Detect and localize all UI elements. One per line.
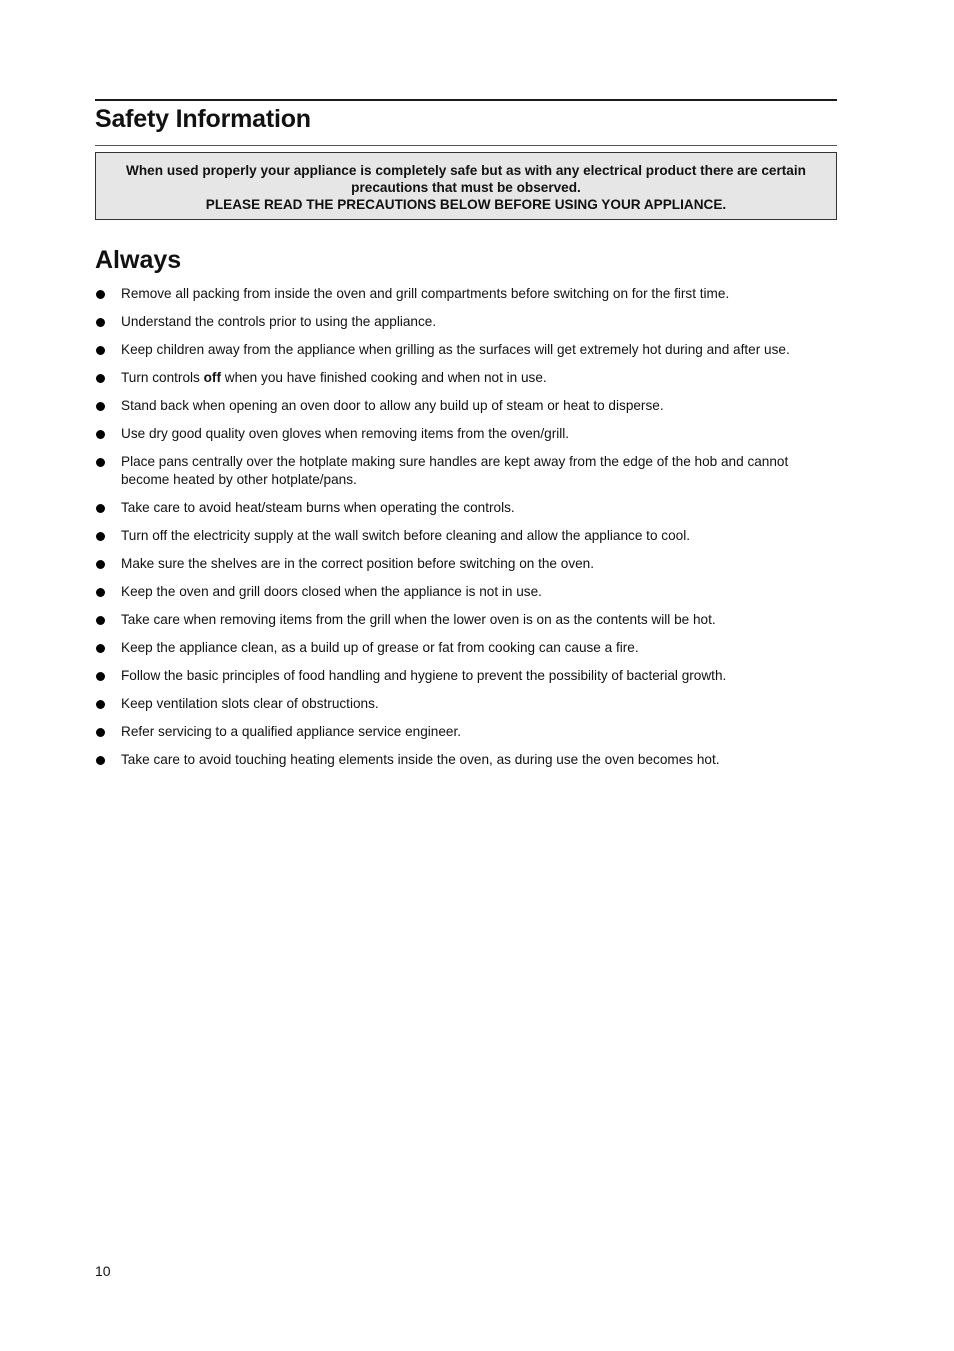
- page-number: 10: [95, 1263, 111, 1279]
- list-item-text: Follow the basic principles of food handling and hygiene to prevent the possibility of bacterial growth.: [121, 668, 727, 683]
- list-item: [95, 369, 840, 387]
- bullet-icon: [96, 346, 105, 355]
- bullet-icon: [96, 504, 105, 513]
- list-item: [95, 453, 840, 489]
- bullet-icon: [96, 644, 105, 653]
- list-item-text: Keep children away from the appliance when grilling as the surfaces will get extremely hot during and after use.: [121, 342, 790, 357]
- always-precautions-list: [95, 285, 840, 779]
- bullet-icon: [96, 560, 105, 569]
- bullet-icon: [96, 430, 105, 439]
- notice-line-3: PLEASE READ THE PRECAUTIONS BELOW BEFORE USING YOUR APPLIANCE.: [205, 197, 727, 212]
- bullet-icon: [96, 458, 105, 467]
- section-title-always: Always: [95, 246, 182, 274]
- list-item: [95, 723, 840, 741]
- list-item-text: Use dry good quality oven gloves when removing items from the oven/grill.: [121, 426, 570, 441]
- bullet-icon: [96, 728, 105, 737]
- list-item: [95, 611, 840, 629]
- list-item-text: Stand back when opening an oven door to allow any build up of steam or heat to disperse.: [121, 398, 664, 413]
- list-item-text: Refer servicing to a qualified appliance service engineer.: [121, 724, 462, 739]
- title-divider: [95, 145, 837, 146]
- list-item-text: Place pans centrally over the hotplate making sure handles are kept away from the edge of the hob and cannot become heated by other hotplate/pans.: [121, 454, 789, 487]
- list-item: [95, 667, 840, 685]
- list-item-text: Keep the oven and grill doors closed when the appliance is not in use.: [121, 584, 542, 599]
- list-item-text: Understand the controls prior to using the appliance.: [121, 314, 437, 329]
- list-item-text: Take care when removing items from the grill when the lower oven is on as the contents will be hot.: [121, 612, 716, 627]
- list-item: [95, 499, 840, 517]
- list-item: [95, 313, 840, 331]
- list-item: [95, 639, 840, 657]
- list-item-text: Turn off the electricity supply at the wall switch before cleaning and allow the appliance to cool.: [121, 528, 690, 543]
- list-item: [95, 285, 840, 303]
- list-item-text: Take care to avoid heat/steam burns when operating the controls.: [121, 500, 515, 515]
- list-item: [95, 583, 840, 601]
- list-item: [95, 341, 840, 359]
- list-item-text: Keep the appliance clean, as a build up of grease or fat from cooking can cause a fire.: [121, 640, 639, 655]
- list-item: [95, 527, 840, 545]
- bullet-icon: [96, 588, 105, 597]
- bullet-icon: [96, 402, 105, 411]
- top-divider: [95, 99, 837, 101]
- list-item-text-after: when you have finished cooking and when not in use.: [220, 370, 547, 385]
- list-item-text-bold: off: [203, 370, 221, 385]
- bullet-icon: [96, 616, 105, 625]
- bullet-icon: [96, 374, 105, 383]
- bullet-icon: [96, 318, 105, 327]
- notice-line-1: When used properly your appliance is completely safe but as with any electrical product there are certain: [126, 163, 806, 178]
- list-item-text: Make sure the shelves are in the correct position before switching on the oven.: [121, 556, 595, 571]
- bullet-icon: [96, 700, 105, 709]
- list-item-text: Take care to avoid touching heating elements inside the oven, as during use the oven becomes hot.: [121, 752, 720, 767]
- list-item: [95, 397, 840, 415]
- list-item: [95, 751, 840, 769]
- list-item-text: Keep ventilation slots clear of obstructions.: [121, 696, 379, 711]
- list-item-text: Remove all packing from inside the oven and grill compartments before switching on for the first time.: [121, 286, 730, 301]
- safety-notice-box: [95, 152, 837, 220]
- list-item-text: [121, 370, 547, 385]
- bullet-icon: [96, 756, 105, 765]
- list-item: [95, 555, 840, 573]
- bullet-icon: [96, 532, 105, 541]
- notice-line-2: precautions that must be observed.: [351, 180, 581, 195]
- bullet-icon: [96, 672, 105, 681]
- list-item-text-before: Turn controls: [121, 370, 204, 385]
- list-item: [95, 425, 840, 443]
- page-title: Safety Information: [95, 105, 311, 133]
- bullet-icon: [96, 290, 105, 299]
- list-item: [95, 695, 840, 713]
